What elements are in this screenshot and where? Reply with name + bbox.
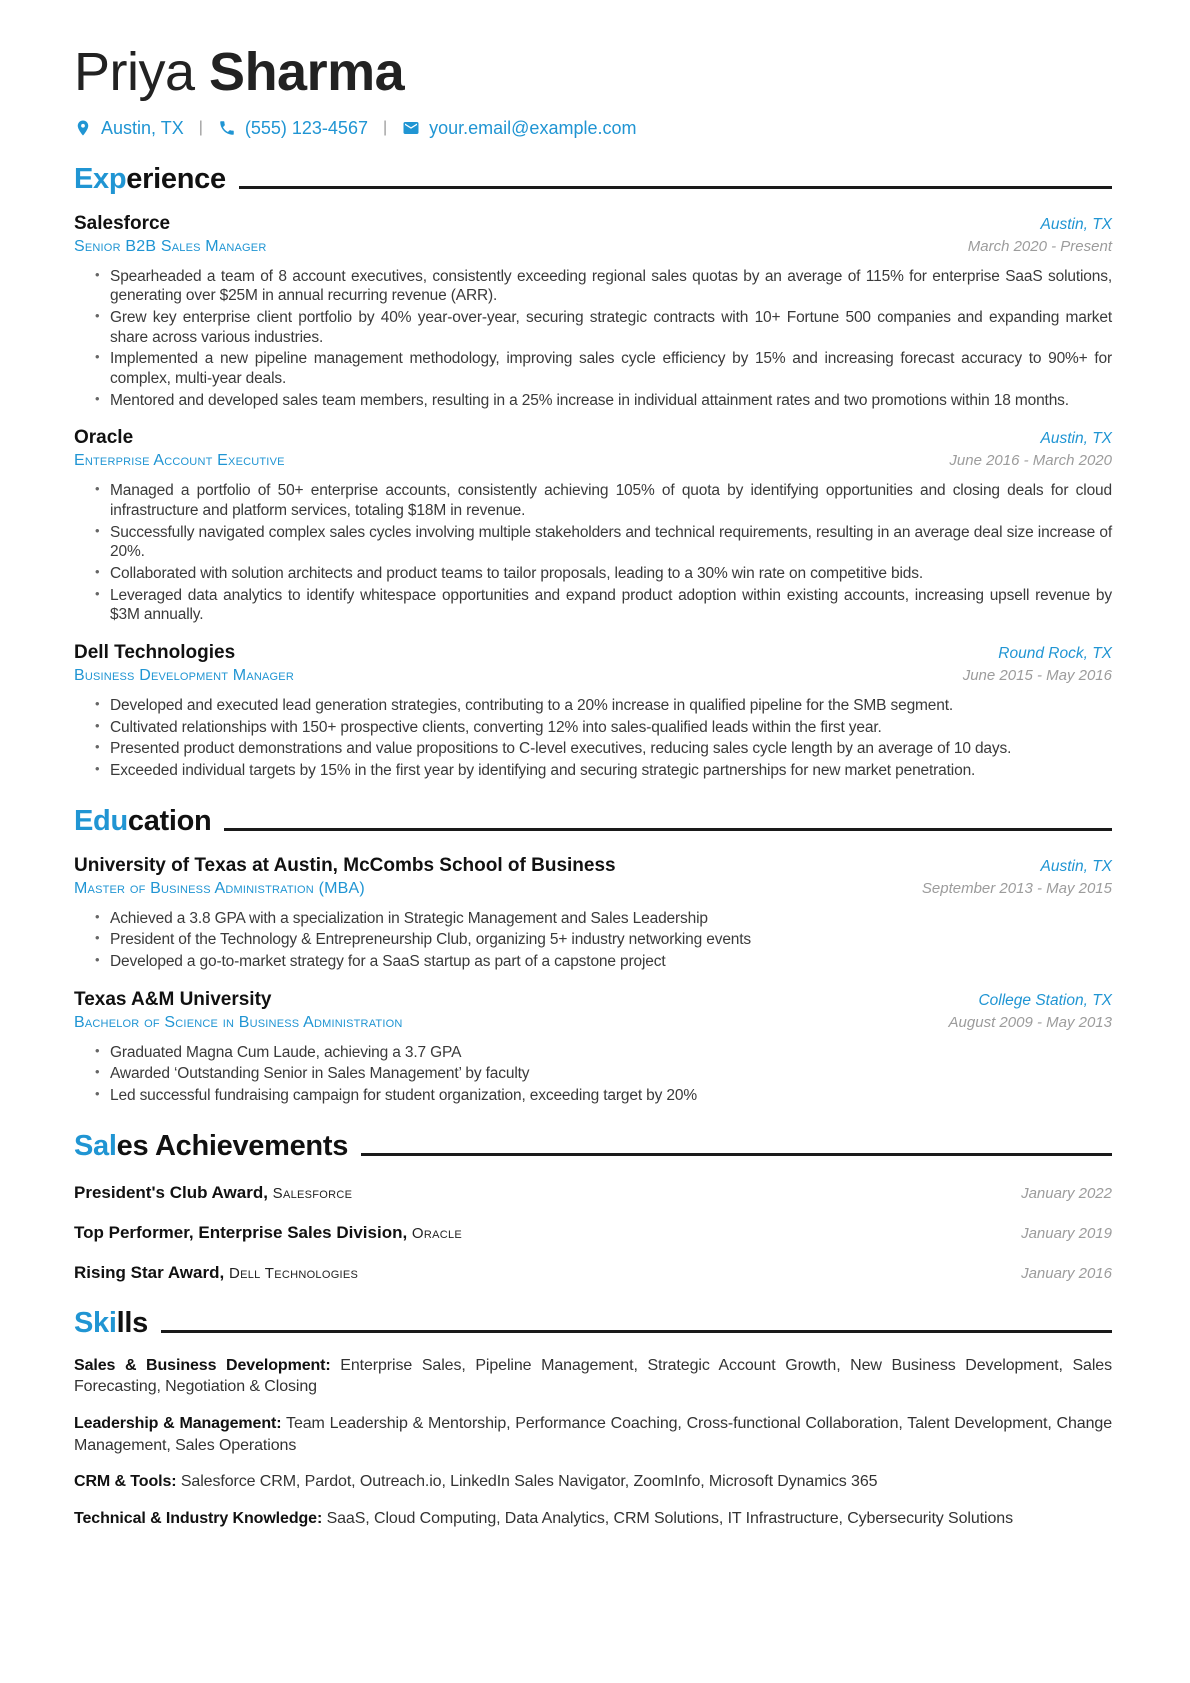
contact-email[interactable] (402, 118, 636, 139)
section-header (74, 1130, 1112, 1163)
achievement-date: January 2019 (1021, 1224, 1112, 1242)
bullet-list (74, 696, 1112, 781)
school-location: College Station, TX (978, 991, 1112, 1009)
bullet-item: • Developed a go-to-market strategy for a SaaS startup as part of a capstone project (110, 952, 1112, 972)
achievement-left (74, 1183, 352, 1203)
email-text: your.email@example.com (429, 117, 637, 138)
degree-title: Bachelor of Science in Business Administration (74, 1013, 403, 1031)
contact-phone[interactable] (218, 118, 368, 139)
achievement-row (74, 1223, 1112, 1243)
skill-line (74, 1355, 1112, 1398)
section-title (74, 1130, 348, 1163)
company-name: Salesforce (74, 212, 171, 234)
bullet-item: • Mentored and developed sales team members, resulting in a 25% increase in individual attainment rates and two promotions within 18 months. (110, 391, 1112, 411)
skill-values: Salesforce CRM, Pardot, Outreach.io, LinkedIn Sales Navigator, ZoomInfo, Microsoft Dynamics 365 (180, 1473, 878, 1491)
achievement-row (74, 1263, 1112, 1283)
bullet-item: • Cultivated relationships with 150+ prospective clients, converting 12% into sales-qualified leads within the first year. (110, 718, 1112, 738)
section-title-accent: Edu (74, 804, 128, 837)
section-header (74, 1307, 1112, 1340)
first-name: Priya (74, 42, 195, 102)
bullet-item: • Leveraged data analytics to identify whitespace opportunities and expand product adoption within existing accounts, increasing upsell revenue by $3M annually. (110, 586, 1112, 625)
contact-separator: | (382, 119, 388, 137)
bullet-item: • Managed a portfolio of 50+ enterprise accounts, consistently achieving 105% of quota by identifying opportunities and closing deals for cloud infrastructure and platform services, totaling $18M in revenue. (110, 481, 1112, 520)
section-rule (224, 828, 1112, 831)
section-title (74, 1307, 148, 1340)
person-name (74, 44, 1112, 101)
achievement-title: President's Club Award (74, 1182, 264, 1202)
degree-dates: September 2013 - May 2015 (921, 879, 1112, 897)
bullet-item: • Spearheaded a team of 8 account executives, consistently exceeding regional sales quotas by an average of 115% for enterprise SaaS solutions, generating over $25M in annual recurring revenue (ARR). (110, 267, 1112, 306)
bullet-item: • Exceeded individual targets by 15% in the first year by identifying and securing strategic partnerships for new market penetration. (110, 761, 1112, 781)
company-name: Oracle (74, 427, 134, 449)
job-location: Round Rock, TX (998, 645, 1112, 663)
skill-values: Team Leadership & Mentorship, Performance Coaching, Cross-functional Collaboration, Talent Development, Change Management, Sales Operations (74, 1415, 1112, 1454)
education-entry (74, 855, 1112, 972)
achievement-date: January 2016 (1021, 1264, 1112, 1282)
skill-category: Sales & Business Development: (74, 1356, 331, 1374)
bullet-list (74, 1043, 1112, 1106)
bullet-list (74, 909, 1112, 972)
bullet-item: • Led successful fundraising campaign for student organization, exceeding target by 20% (110, 1086, 1112, 1106)
job-title: Enterprise Account Executive (74, 452, 285, 470)
job-title: Business Development Manager (74, 667, 294, 685)
phone-text: (555) 123-4567 (244, 117, 368, 138)
last-name: Sharma (209, 42, 405, 102)
achievement-title: Top Performer, Enterprise Sales Division (74, 1222, 403, 1242)
bullet-item: • Awarded ‘Outstanding Senior in Sales Management’ by faculty (110, 1064, 1112, 1084)
section-title (74, 805, 211, 838)
achievement-separator: , (402, 1222, 412, 1242)
section-title-rest: erience (126, 162, 226, 195)
job-dates: March 2020 - Present (967, 237, 1112, 255)
skill-values: Enterprise Sales, Pipeline Management, Strategic Account Growth, New Business Development, Sales Forecasting, Negotiation & Closing (74, 1356, 1112, 1396)
achievement-separator: , (219, 1262, 229, 1282)
contact-row (74, 118, 1112, 139)
section-achievements (74, 1130, 1112, 1283)
section-header (74, 163, 1112, 196)
skill-line (74, 1508, 1112, 1530)
achievement-left (74, 1263, 358, 1283)
envelope-icon (402, 119, 420, 137)
skill-category: Technical & Industry Knowledge: (74, 1509, 323, 1527)
bullet-item: • Grew key enterprise client portfolio by 40% year-over-year, securing strategic contracts with 10+ Fortune 500 companies and expanding market share across various industries. (110, 308, 1112, 347)
degree-title: Master of Business Administration (MBA) (74, 879, 365, 897)
job-dates: June 2016 - March 2020 (949, 452, 1112, 470)
contact-location (74, 118, 184, 139)
degree-dates: August 2009 - May 2013 (948, 1013, 1112, 1031)
experience-entry (74, 213, 1112, 411)
section-skills (74, 1307, 1112, 1530)
bullet-item: • Presented product demonstrations and value propositions to C-level executives, reducing sales cycle length by an average of 10 days. (110, 739, 1112, 759)
skill-category: CRM & Tools: (74, 1473, 177, 1491)
achievement-company: Oracle (411, 1224, 463, 1242)
section-title-accent: Exp (74, 162, 127, 195)
bullet-item: • Implemented a new pipeline management methodology, improving sales cycle efficiency by 15% and increasing forecast accuracy to 90%+ for complex, multi-year deals. (110, 349, 1112, 388)
school-name: Texas A&M University (74, 988, 272, 1010)
section-rule (161, 1330, 1112, 1333)
job-title: Senior B2B Sales Manager (74, 237, 267, 255)
section-education (74, 805, 1112, 1106)
bullet-item: • Achieved a 3.8 GPA with a specialization in Strategic Management and Sales Leadership (110, 909, 1112, 929)
education-entry (74, 989, 1112, 1106)
job-dates: June 2015 - May 2016 (962, 667, 1112, 685)
bullet-item: • President of the Technology & Entrepreneurship Club, organizing 5+ industry networking events (110, 930, 1112, 950)
section-experience (74, 163, 1112, 781)
job-location: Austin, TX (1040, 215, 1112, 233)
achievement-date: January 2022 (1021, 1184, 1112, 1202)
bullet-list (74, 481, 1112, 625)
section-title-accent: Sal (74, 1129, 117, 1162)
location-pin-icon (74, 119, 92, 137)
skill-values: SaaS, Cloud Computing, Data Analytics, CRM Solutions, IT Infrastructure, Cybersecurity Solutions (326, 1509, 1013, 1527)
section-title-rest: lls (116, 1306, 148, 1339)
achievement-left (74, 1223, 462, 1243)
bullet-item: • Collaborated with solution architects and product teams to tailor proposals, leading to a 30% win rate on competitive bids. (110, 564, 1112, 584)
achievement-title: Rising Star Award (74, 1262, 220, 1282)
school-location: Austin, TX (1040, 857, 1112, 875)
achievement-company: Salesforce (272, 1184, 353, 1202)
skill-line (74, 1471, 1112, 1493)
section-header (74, 805, 1112, 838)
section-title (74, 163, 226, 196)
achievement-company: Dell Technologies (228, 1264, 359, 1282)
school-name: University of Texas at Austin, McCombs School of Business (74, 854, 616, 876)
location-text: Austin, TX (101, 117, 184, 138)
experience-entry (74, 427, 1112, 625)
skill-category: Leadership & Management: (74, 1415, 282, 1432)
section-title-rest: cation (127, 804, 212, 837)
job-location: Austin, TX (1040, 430, 1112, 448)
contact-separator: | (198, 119, 203, 137)
bullet-list (74, 267, 1112, 411)
bullet-item: • Developed and executed lead generation strategies, contributing to a 20% increase in qualified pipeline for the SMB segment. (110, 696, 1112, 716)
section-rule (239, 186, 1112, 189)
bullet-item: • Graduated Magna Cum Laude, achieving a 3.7 GPA (110, 1043, 1112, 1063)
section-title-rest: es Achievements (116, 1129, 349, 1162)
section-title-accent: Ski (74, 1306, 117, 1339)
achievement-row (74, 1183, 1112, 1203)
phone-icon (218, 119, 236, 137)
bullet-item: • Successfully navigated complex sales cycles involving multiple stakeholders and technical requirements, resulting in an average deal size increase of 20%. (110, 523, 1112, 562)
skill-line (74, 1413, 1112, 1456)
company-name: Dell Technologies (74, 642, 236, 664)
experience-entry (74, 642, 1112, 781)
section-rule (361, 1153, 1112, 1156)
achievement-separator: , (263, 1182, 273, 1202)
